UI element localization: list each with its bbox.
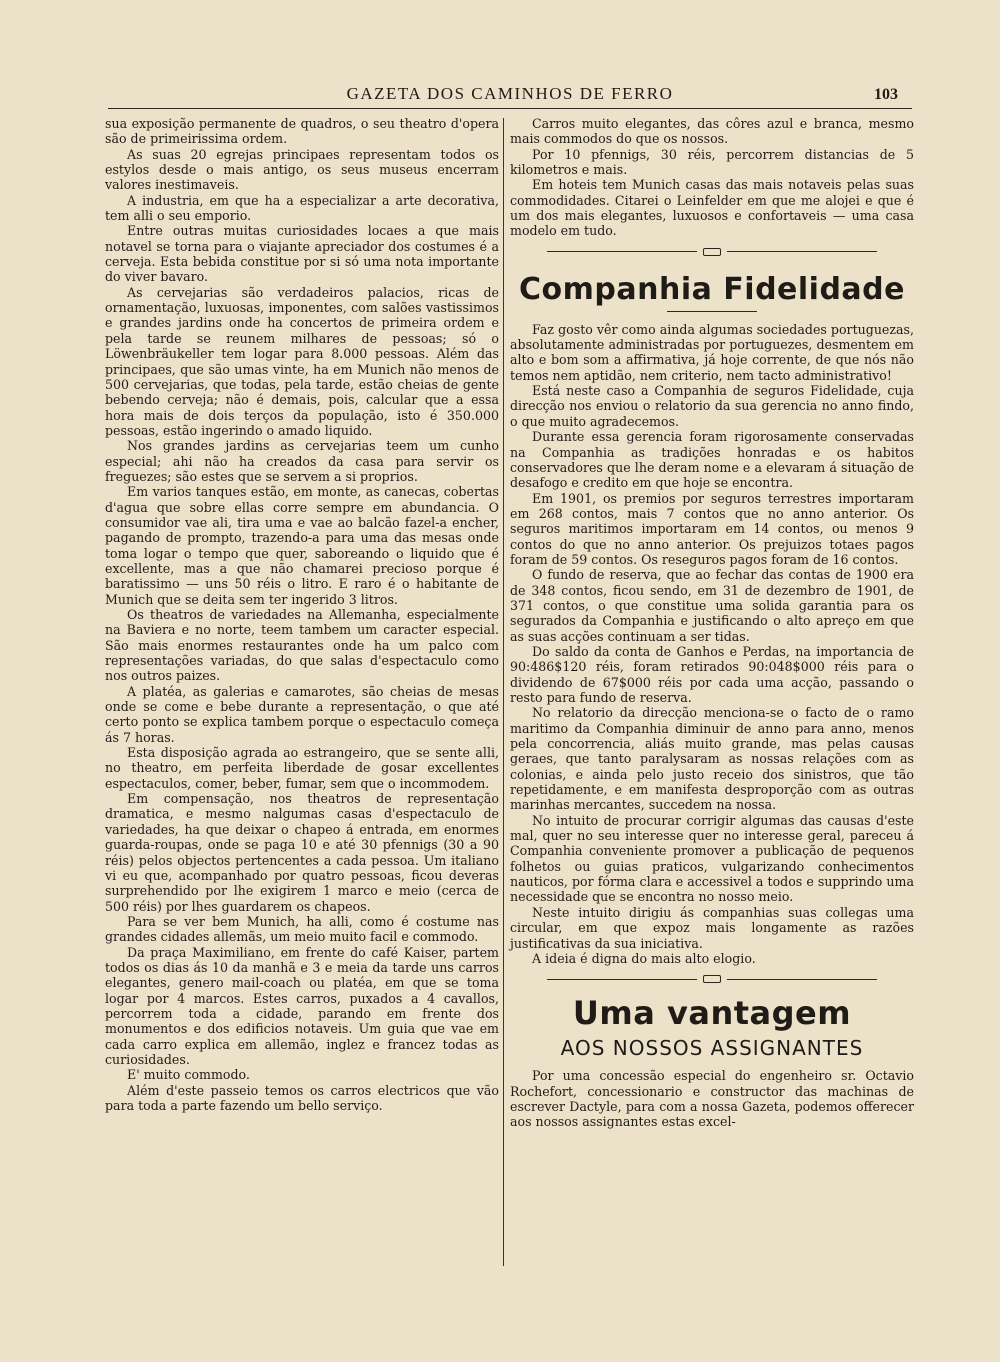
article-title-vantagem: Uma vantagem [572, 994, 852, 1033]
paragraph: As suas 20 egrejas principaes representam todos os estylos desde o mais antigo, os seus museus encerram valores inestimaveis. [105, 146, 499, 193]
paragraph: sua exposição permanente de quadros, o seu theatro d'opera são de primeirissima ordem. [105, 116, 499, 147]
paragraph: Os theatros de variedades na Allemanha, especialmente na Baviera e no norte, teem tambem um caracter especial. São mais enormes restaurantes onde ha um palco com representações variadas, do que salas d'espectaculo como nos outros paizes. [105, 607, 499, 684]
paragraph: Nos grandes jardins as cervejarias teem um cunho especial; ahi não ha creados da casa para servir os freguezes; são estes que se servem a si proprios. [105, 438, 499, 484]
paragraph: Neste intuito dirigiu ás companhias suas collegas uma circular, em que expoz mais longamente as razões justificativas da sua iniciativa. [510, 904, 914, 951]
paragraph: Em varios tanques estão, em monte, as canecas, cobertas d'agua que sobre ellas corre sempre em abundancia. O consumidor vae ali, tira uma e vae ao balcão fazel-a encher, pagando de prompto, trazendo-a para uma das mesas onde toma logar o tempo que quer, saboreando o liquido que é excellente, mas a que não chamarei precioso porque é baratissimo — uns 50 réis o litro. E raro é o habitante de Munich que se deita sem ter ingerido 3 litros. [105, 484, 499, 607]
paragraph: A industria, em que ha a especializar a arte decorativa, tem alli o seu emporio. [105, 192, 499, 224]
right-column [510, 116, 914, 1130]
paragraph: No intuito de procurar corrigir algumas das causas d'este mal, quer no seu interesse quer no interesse geral, pareceu á Companhia conveniente promover a publicação de pequenos folhetos ou guias praticos, vulgarizando conhecimentos nauticos, por fórma clara e accessivel a todos e supprindo uma necessidade que se encontra no nosso meio. [510, 812, 914, 905]
paragraph: Carros muito elegantes, das côres azul e branca, mesmo mais commodos do que os nossos. [510, 116, 914, 147]
paragraph: A platéa, as galerias e camarotes, são cheias de mesas onde se come e bebe durante a representação, o que até certo ponto se explica tambem porque o espectaculo começa ás 7 horas. [105, 683, 499, 745]
paragraph: Por 10 pfennigs, 30 réis, percorrem distancias de 5 kilometros e mais. [510, 146, 914, 178]
paragraph: Da praça Maximiliano, em frente do café Kaiser, partem todos os dias ás 10 da manhã e 3 e meia da tarde uns carros elegantes, genero mail-coach ou platéa, em que se toma logar por 4 marcos. Estes carros, puxados a 4 cavallos, percorrem toda a cidade, parando em frente dos monumentos e dos edificios notaveis. Um guia que vae em cada carro explica em allemão, inglez e francez todas as curiosidades. [105, 944, 499, 1067]
paragraph: Por uma concessão especial do engenheiro sr. Octavio Rochefort, concessionario e constructor das machinas de escrever Dactyle, para com a nossa Gazeta, podemos offerecer aos nossos assignantes estas excel- [510, 1068, 914, 1130]
paragraph: Faz gosto vêr como ainda algumas sociedades portuguezas, absolutamente administradas por portuguezes, desmentem em alto e bom som a affirmativa, já hoje corrente, de que nós não temos nem aptidão, nem criterio, nem tacto administrativo! [510, 321, 914, 383]
running-header [108, 82, 912, 109]
paragraph: E' muito commodo. [127, 1067, 250, 1083]
article-subtitle: AOS NOSSOS ASSIGNANTES [560, 1036, 864, 1061]
paragraph: Para se ver bem Munich, ha alli, como é costume nas grandes cidades allemãs, um meio muito facil e commodo. [105, 913, 499, 945]
paragraph: Além d'este passeio temos os carros electricos que vão para toda a parte fazendo um bello serviço. [105, 1082, 499, 1113]
left-column [105, 116, 499, 1113]
publication-title: GAZETA DOS CAMINHOS DE FERRO [346, 84, 674, 103]
paragraph: A ideia é digna do mais alto elogio. [532, 950, 756, 966]
paragraph: O fundo de reserva, que ao fechar das contas de 1900 era de 348 contos, ficou sendo, em 31 de dezembro de 1901, de 371 contos, o que constitue uma solida garantia para os segurados da Companhia e justificando o alto apreço em que as suas acções continuam a ser tidas. [510, 567, 914, 644]
paragraph: Em hoteis tem Munich casas das mais notaveis pelas suas commodidades. Citarei o Leinfelder em que me alojei e que é um dos mais elegantes, luxuosos e confortaveis — uma casa modelo em tudo. [510, 177, 914, 239]
paragraph: Durante essa gerencia foram rigorosamente conservadas na Companhia as tradições honradas e os habitos conservadores que lhe deram nome e a elevaram á situação de desafogo e credito em que hoje se encontra. [510, 429, 914, 491]
paragraph: Em 1901, os premios por seguros terrestres importaram em 268 contos, mais 7 contos que no anno anterior. Os seguros maritimos importaram em 14 contos, ou menos 9 contos do que no anno anterior. Os prejuizos totaes pagos foram de 59 contos. Os reseguros pagos foram de 16 contos. [510, 490, 914, 567]
paragraph: As cervejarias são verdadeiros palacios, ricas de ornamentação, luxuosas, imponentes, com salões vastissimos e grandes jardins onde ha concertos de primeira ordem e pela tarde se reunem milhares de pessoas; só o Löwenbräukeller tem logar para 8.000 pessoas. Além das principaes, que são umas vinte, ha em Munich não menos de 500 cervejarias, que todas, pela tarde, estão cheias de gente bebendo cerveja; não é demais, pois, calcular que a essa hora mais de dois terços da população, isto é 350.000 pessoas, estão ingerindo o amado liquido. [105, 284, 499, 438]
section-ornament [510, 239, 914, 265]
paragraph: No relatorio da direcção menciona-se o facto de o ramo maritimo da Companhia diminuir de anno para anno, menos pela concorrencia, aliás muito grande, mas pelas causas geraes, que tanto paralysaram as nossas relações com as colonias, e ainda pelo justo receio dos sinistros, que tão repetidamente, e em manifesta desproporção com as outras marinhas mercantes, succedem na nossa. [510, 705, 914, 813]
paragraph: Está neste caso a Companhia de seguros Fidelidade, cuja direcção nos enviou o relatorio da sua gerencia no anno findo, o que muito agradecemos. [510, 383, 914, 429]
column-divider [503, 118, 504, 1266]
paragraph: Do saldo da conta de Ganhos e Perdas, na importancia de 90:486$120 réis, foram retirados 90:048$000 réis para o dividendo de 67$000 réis por cada uma acção, passando o resto para fundo de reserva. [510, 643, 914, 705]
article-title-fidelidade: Companhia Fidelidade [519, 271, 905, 307]
page-number: 103 [874, 86, 898, 103]
paragraph: Entre outras muitas curiosidades locaes a que mais notavel se torna para o viajante apreciador dos costumes é a cerveja. Esta bebida constitue por si só uma nota importante do viver bavaro. [105, 223, 499, 285]
paragraph: Em compensação, nos theatros de representação dramatica, e mesmo nalgumas casas d'espectaculo de variedades, ha que deixar o chapeo á entrada, em enormes guarda-roupas, onde se paga 10 e até 30 pfennigs (30 a 90 réis) pelos objectos pertencentes a cada pessoa. Um italiano vi eu que, acompanhado por quatro pessoas, ficou deveras surprehendido por lhe exigirem 1 marco e meio (cerca de 500 réis) por lhes guardarem os chapeos. [105, 791, 499, 914]
section-ornament [510, 966, 914, 992]
paragraph: Esta disposição agrada ao estrangeiro, que se sente alli, no theatro, em perfeita liberdade de gosar excellentes espectaculos, comer, beber, fumar, sem que o incommodem. [105, 745, 499, 791]
title-underline [667, 311, 757, 312]
